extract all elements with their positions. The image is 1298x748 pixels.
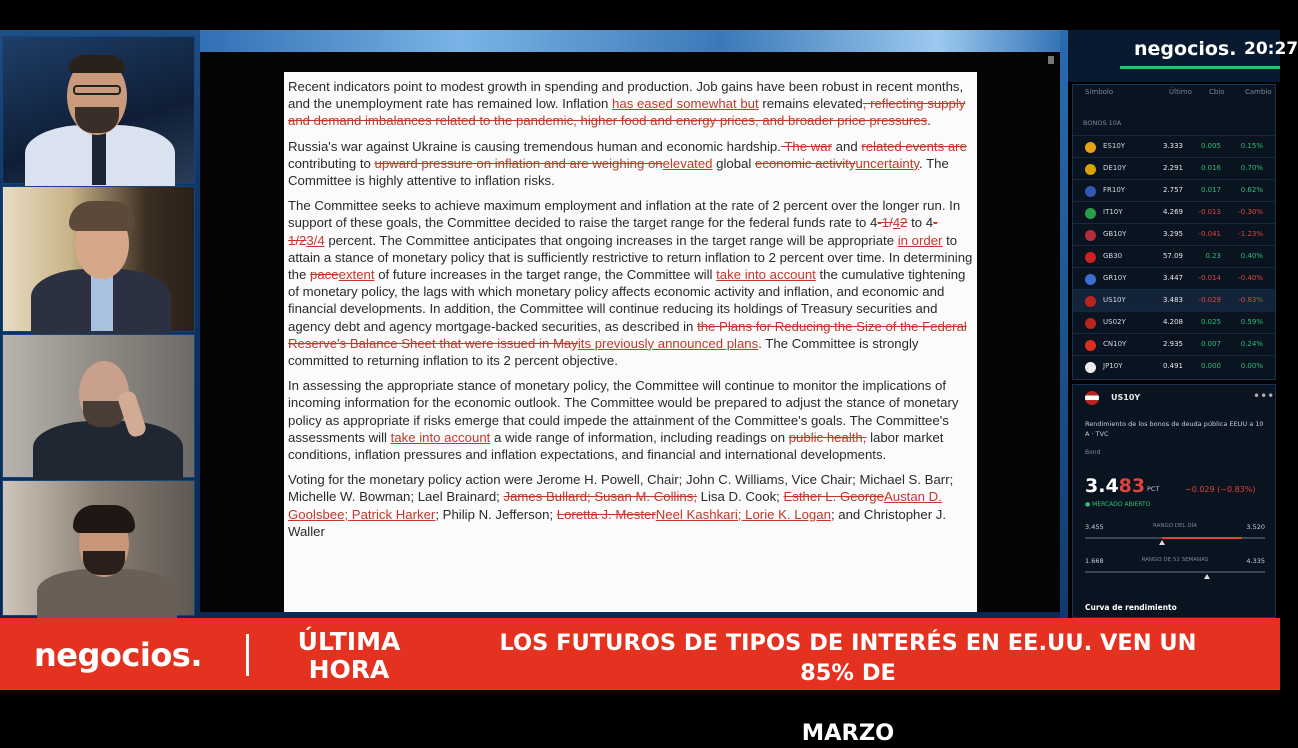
header-change-pct: Cambio	[1245, 88, 1272, 96]
clock: 20:27	[1244, 39, 1298, 59]
ticker-change: -0.041	[1198, 230, 1221, 238]
ticker-section-label: BONOS 10A	[1083, 119, 1122, 127]
ticker-row[interactable]	[1073, 223, 1275, 246]
ticker-last: 3.483	[1162, 296, 1183, 304]
breaking-tag: ÚLTIMA HORA	[297, 627, 401, 684]
webcam-guest-3	[2, 480, 195, 616]
webcam-presenter	[2, 36, 195, 184]
ticker-row[interactable]	[1073, 179, 1275, 202]
ticker-change-pct: 0.00%	[1240, 362, 1263, 370]
ticker-last: 4.208	[1162, 318, 1183, 326]
ticker-change: -0.029	[1198, 296, 1221, 304]
ticker-last: 0.491	[1162, 362, 1183, 370]
ticker-change: 0.005	[1200, 142, 1221, 150]
ticker-change-pct: 0.70%	[1240, 164, 1263, 172]
country-flag-icon	[1085, 252, 1096, 263]
header-symbol: Símbolo	[1085, 88, 1114, 96]
country-flag-icon	[1085, 164, 1096, 175]
ticker-change-pct: 0.15%	[1240, 142, 1263, 150]
ticker-last: 57.09	[1162, 252, 1183, 260]
ticker-symbol: GB30	[1103, 252, 1123, 260]
country-flag-icon	[1085, 186, 1096, 197]
statement-paragraph-3: The Committee seeks to achieve maximum employment and inflation at the rate of 2 percent over the longer run. In support of these goals, the Committee decided to raise the target range for the federal funds rate to 4-1/42 to 4-1/23/4 percent. The Committee anticipates that ongoing increases in the target range will be appropriate in order to attain a stance of monetary policy that is sufficiently restrictive to return inflation to 2 percent over time. In determining the paceextent of future increases in the target range, the Committee will take into account the cumulative tightening of monetary policy, the lags with which monetary policy affects economic activity and inflation, and economic and financial developments. In addition, the Committee will continue reducing its holdings of Treasury securities and agency debt and agency mortgage-backed securities, as described in the Plans for Reducing the Size of the Federal Reserve's Balance Sheet that were issued in Mayits previously announced plans. The Committee is strongly committed to returning inflation to its 2 percent objective.	[288, 198, 973, 369]
detail-price: 3.483	[1085, 475, 1146, 497]
market-status: ● MERCADO ABIERTO	[1085, 501, 1151, 508]
day-range: 3.455 RANGO DEL DÍA 3.520	[1085, 523, 1265, 549]
statement-paragraph-5: Voting for the monetary policy action were Jerome H. Powell, Chair; John C. Williams, Vice Chair; Michael S. Barr; Michelle W. Bowman; Lael Brainard; James Bullard; Susan M. Collins; Lisa D. Cook; Esther L. GeorgeAustan D. Goolsbee; Patrick Harker; Philip N. Jefferson; Loretta J. MesterNeel Kashkari; Lorie K. Logan; and Christopher J. Waller	[288, 472, 954, 539]
ticker-row[interactable]	[1073, 311, 1275, 334]
ticker-change-pct: 0.62%	[1240, 186, 1263, 194]
ticker-symbol: DE10Y	[1103, 164, 1126, 172]
ticker-header	[1073, 88, 1275, 100]
ticker-symbol: ES10Y	[1103, 142, 1126, 150]
ticker-last: 2.291	[1162, 164, 1183, 172]
detail-unit: PCT	[1147, 485, 1160, 493]
more-options-icon[interactable]: •••	[1253, 389, 1275, 403]
ticker-change: 0.016	[1200, 164, 1221, 172]
us-flag-icon	[1085, 391, 1099, 405]
ticker-last: 3.447	[1162, 274, 1183, 282]
ticker-row[interactable]	[1073, 135, 1275, 158]
ticker-last: 3.295	[1162, 230, 1183, 238]
webcam-guest-2	[2, 334, 195, 478]
ticker-symbol: US02Y	[1103, 318, 1126, 326]
breaking-news-banner	[0, 618, 1280, 746]
ticker-last: 4.269	[1162, 208, 1183, 216]
channel-bug-accent	[1120, 66, 1280, 69]
ticker-change-pct: 0.40%	[1240, 252, 1263, 260]
ticker-change-pct: -0.40%	[1238, 274, 1263, 282]
header-last: Último	[1169, 88, 1192, 96]
channel-logo: negocios.	[1134, 38, 1237, 60]
ticker-last: 2.757	[1162, 186, 1183, 194]
country-flag-icon	[1085, 142, 1096, 153]
statement-paragraph-2: Russia's war against Ukraine is causing tremendous human and economic hardship. The war and related events are contributing to upward pressure on inflation and are weighing onelevated global economic activityuncertainty. The Committee is highly attentive to inflation risks.	[288, 138, 967, 189]
ticker-change: 0.025	[1200, 318, 1221, 326]
ticker-symbol: CN10Y	[1103, 340, 1127, 348]
ticker-change-pct: 0.59%	[1240, 318, 1263, 326]
ticker-change-pct: 0.24%	[1240, 340, 1263, 348]
ticker-row[interactable]	[1073, 267, 1275, 290]
detail-change: −0.029 (−0.83%)	[1185, 485, 1256, 494]
year-range: 1.668 RANGO DE 52 SEMANAS 4.335	[1085, 557, 1265, 583]
breaking-headline: LOS FUTUROS DE TIPOS DE INTERÉS EN EE.UU. VEN UN 85% DE MARZO	[499, 630, 1197, 746]
ticker-change: 0.23	[1205, 252, 1221, 260]
document-scrollbar[interactable]	[1048, 56, 1054, 64]
ticker-symbol: GB10Y	[1103, 230, 1127, 238]
fomc-statement-page	[284, 72, 977, 612]
statement-paragraph-4: In assessing the appropriate stance of monetary policy, the Committee will continue to monitor the implications of incoming information for the economic outlook. The Committee would be prepared to adjust the stance of monetary policy as appropriate if risks emerge that could impede the attainment of the Committee's goals. The Committee's assessments will take into account a wide range of information, including readings on public health, labor market conditions, inflation pressures and inflation expectations, and financial and international developments.	[288, 378, 959, 463]
ticker-change: 0.000	[1200, 362, 1221, 370]
country-flag-icon	[1085, 362, 1096, 373]
bottom-letterbox	[0, 690, 1280, 720]
detail-symbol: US10Y	[1111, 393, 1141, 402]
ticker-change-pct: -0.83%	[1238, 296, 1263, 304]
ticker-change-pct: -0.30%	[1238, 208, 1263, 216]
ticker-symbol: GR10Y	[1103, 274, 1127, 282]
header-change: Cbio	[1209, 88, 1225, 96]
ticker-row[interactable]	[1073, 201, 1275, 224]
country-flag-icon	[1085, 230, 1096, 241]
ticker-change: -0.014	[1198, 274, 1221, 282]
country-flag-icon	[1085, 296, 1096, 307]
banner-logo: negocios.	[34, 636, 202, 674]
detail-type: Bond	[1085, 449, 1101, 456]
channel-bug	[1068, 30, 1298, 82]
banner-divider	[246, 634, 249, 676]
day-range-marker	[1159, 540, 1165, 545]
top-letterbox	[0, 0, 1280, 30]
ticker-last: 3.333	[1162, 142, 1183, 150]
ticker-row[interactable]	[1073, 333, 1275, 356]
ticker-change: 0.017	[1200, 186, 1221, 194]
ticker-change: 0.007	[1200, 340, 1221, 348]
ticker-row[interactable]	[1073, 289, 1275, 312]
ticker-change-pct: -1.23%	[1238, 230, 1263, 238]
ticker-row[interactable]	[1073, 355, 1275, 378]
country-flag-icon	[1085, 274, 1096, 285]
stage-light-strip	[200, 30, 1068, 52]
statement-paragraph-1: Recent indicators point to modest growth in spending and production. Job gains have been robust in recent months, and the unemployment rate has remained low. Inflation has eased somewhat but remains elevated, reflecting supply and demand imbalances related to the pandemic, higher food and energy prices, and broader price pressures.	[288, 79, 966, 129]
stage-edge	[1060, 30, 1068, 618]
ticker-row[interactable]	[1073, 157, 1275, 180]
ticker-last: 2.935	[1162, 340, 1183, 348]
detail-description: Rendimiento de los bonos de deuda pública EEUU a 10 A · TVC	[1085, 420, 1264, 438]
webcam-guest-1	[2, 186, 195, 332]
ticker-symbol: FR10Y	[1103, 186, 1126, 194]
ticker-symbol: JP10Y	[1103, 362, 1123, 370]
ticker-row[interactable]	[1073, 245, 1275, 268]
ticker-symbol: US10Y	[1103, 296, 1126, 304]
country-flag-icon	[1085, 340, 1096, 351]
ticker-symbol: IT10Y	[1103, 208, 1123, 216]
country-flag-icon	[1085, 318, 1096, 329]
country-flag-icon	[1085, 208, 1096, 219]
instrument-detail-panel	[1072, 384, 1276, 618]
bond-ticker-panel	[1072, 84, 1276, 380]
year-range-marker	[1204, 574, 1210, 579]
ticker-change: -0.013	[1198, 208, 1221, 216]
yield-curve-link[interactable]: Curva de rendimiento	[1085, 603, 1177, 612]
